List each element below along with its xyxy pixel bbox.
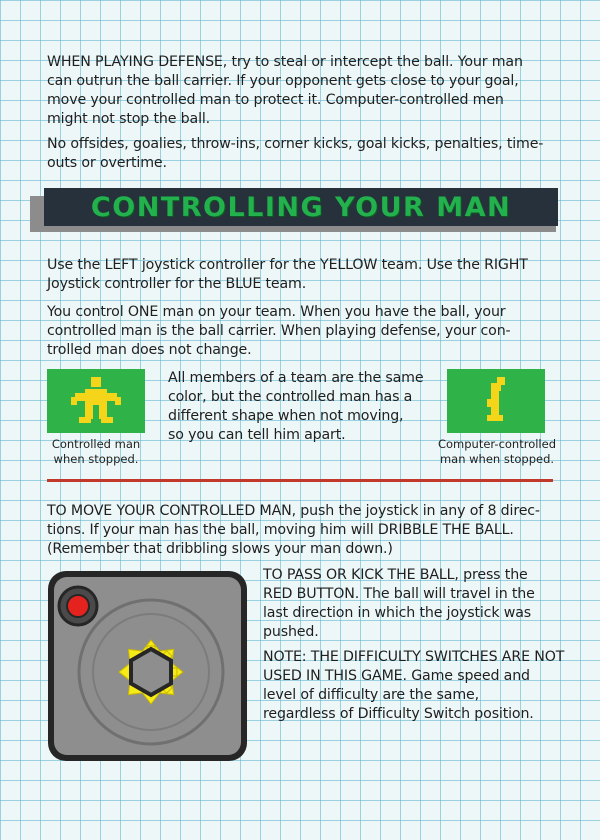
computer-man-caption: Computer-controlled man when stopped. bbox=[437, 437, 556, 466]
red-button-icon bbox=[67, 595, 89, 617]
banner-face bbox=[44, 188, 558, 226]
section-title: CONTROLLING YOUR MAN bbox=[90, 191, 512, 223]
joystick-diagram bbox=[45, 568, 250, 764]
computer-man-tile bbox=[447, 369, 545, 433]
controlled-man-caption: Controlled man when stopped. bbox=[51, 437, 141, 466]
pass-paragraph: TO PASS OR KICK THE BALL, press the RED BUTTON. The ball will travel in the last direction in which the joystick was pushed. bbox=[263, 567, 535, 640]
shape-paragraph: All members of a team are the same color, but the controlled man has a different shape when not moving, so you can tell him apart. bbox=[168, 370, 424, 443]
section-divider bbox=[47, 479, 553, 482]
joystick-stick-hexagon bbox=[131, 649, 171, 695]
controlled-man-figure bbox=[47, 369, 145, 433]
note-paragraph: NOTE: THE DIFFICULTY SWITCHES ARE NOT USED IN THIS GAME. Game speed and level of difficulty are the same, regardless of Difficulty Switch position. bbox=[263, 649, 565, 722]
rules-paragraph: No offsides, goalies, throw-ins, corner kicks, goal kicks, penalties, time- outs or overtime. bbox=[47, 136, 544, 171]
joystick-paragraph: Use the LEFT joystick controller for the YELLOW team. Use the RIGHT Joystick controller for the BLUE team. bbox=[47, 257, 528, 292]
section-banner bbox=[30, 188, 560, 234]
control-paragraph: You control ONE man on your team. When you have the ball, your controlled man is the ball carrier. When playing defense, your con- trolled man does not change. bbox=[47, 304, 511, 358]
controlled-man-tile bbox=[47, 369, 145, 433]
move-paragraph: TO MOVE YOUR CONTROLLED MAN, push the joystick in any of 8 direc- tions. If your man has the ball, moving him will DRIBBLE THE BALL. (Remember that dribbling slows your man down.) bbox=[47, 503, 540, 557]
joystick-illustration bbox=[45, 568, 250, 764]
computer-man-figure bbox=[447, 369, 545, 433]
defense-paragraph: WHEN PLAYING DEFENSE, try to steal or intercept the ball. Your man can outrun the ball carrier. If your opponent gets close to your goal, move your controlled man to protect it. Computer-controlled men might not stop the ball. bbox=[47, 54, 523, 127]
